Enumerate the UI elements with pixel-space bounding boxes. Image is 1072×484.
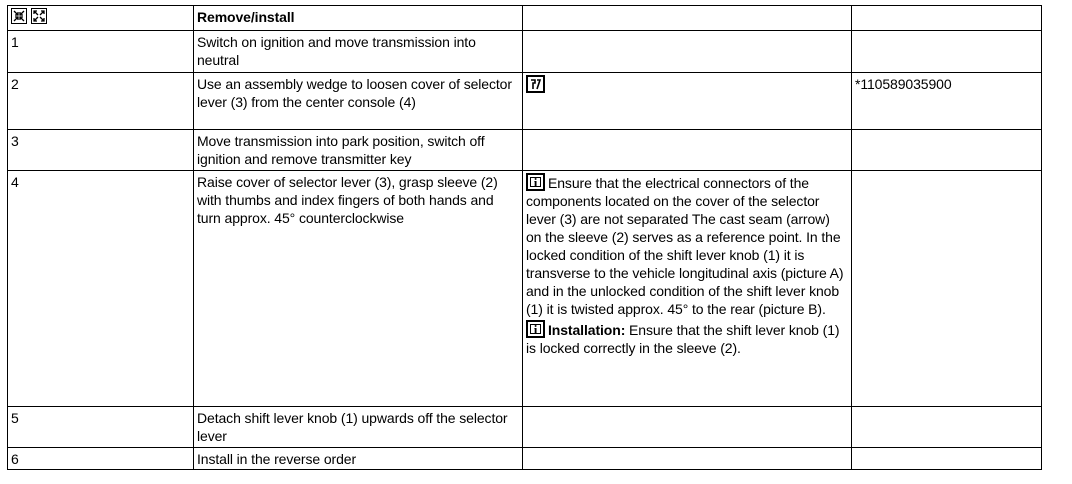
step-notes-cell [523,73,852,130]
step-notes-cell [523,130,852,171]
collapse-all-icon[interactable] [11,8,27,24]
step-number: 5 [8,407,194,448]
note-info [526,173,848,318]
step-text: Use an assembly wedge to loosen cover of selector lever (3) from the center console (4) [194,73,523,130]
step-text: Move transmission into park position, switch off ignition and remove transmitter key [194,130,523,171]
step-part-cell [852,448,1042,470]
header-icons-cell [8,6,194,31]
info-icon: i [526,320,545,338]
procedure-table [7,5,1042,470]
special-tool-icon[interactable] [526,75,545,93]
part-number: *110589035900 [852,73,1042,130]
note-label: Installation: [548,322,626,338]
step-notes-cell [523,171,852,407]
step-number: 6 [8,448,194,470]
table-row-step-3 [8,130,1042,171]
expand-all-icon[interactable] [31,8,47,24]
step-notes-cell [523,407,852,448]
table-row-step-4 [8,171,1042,407]
step-part-cell [852,171,1042,407]
header-cell-3 [523,6,852,31]
header-title: Remove/install [194,6,523,31]
step-text: Detach shift lever knob (1) upwards off the selector lever [194,407,523,448]
table-header-row [8,6,1042,31]
step-text: Switch on ignition and move transmission into neutral [194,31,523,73]
header-cell-4 [852,6,1042,31]
step-notes-cell [523,31,852,73]
note-installation [526,320,848,357]
table-row-step-5 [8,407,1042,448]
step-part-cell [852,130,1042,171]
step-number: 3 [8,130,194,171]
step-number: 2 [8,73,194,130]
note-text: Ensure that the shift lever knob (1) is locked correctly in the sleeve (2). [526,322,840,356]
info-icon: i [526,173,545,191]
step-notes-cell [523,448,852,470]
table-row-step-1 [8,31,1042,73]
note-text: Ensure that the electrical connectors of the components located on the cover of the selector lever (3) are not separated The cast seam (arrow) on the sleeve (2) serves as a reference point. In the locked condition of the shift lever knob (1) it is transverse to the vehicle longitudinal axis (picture A) and in the unlocked condition of the shift lever knob (1) it is twisted approx. 45° to the rear (picture B). [526,175,844,317]
step-number: 1 [8,31,194,73]
table-row-step-6 [8,448,1042,470]
step-text: Install in the reverse order [194,448,523,470]
step-text: Raise cover of selector lever (3), grasp sleeve (2) with thumbs and index fingers of both hands and turn approx. 45° counterclockwise [194,171,523,407]
step-part-cell [852,31,1042,73]
table-row-step-2 [8,73,1042,130]
step-number: 4 [8,171,194,407]
step-part-cell [852,407,1042,448]
